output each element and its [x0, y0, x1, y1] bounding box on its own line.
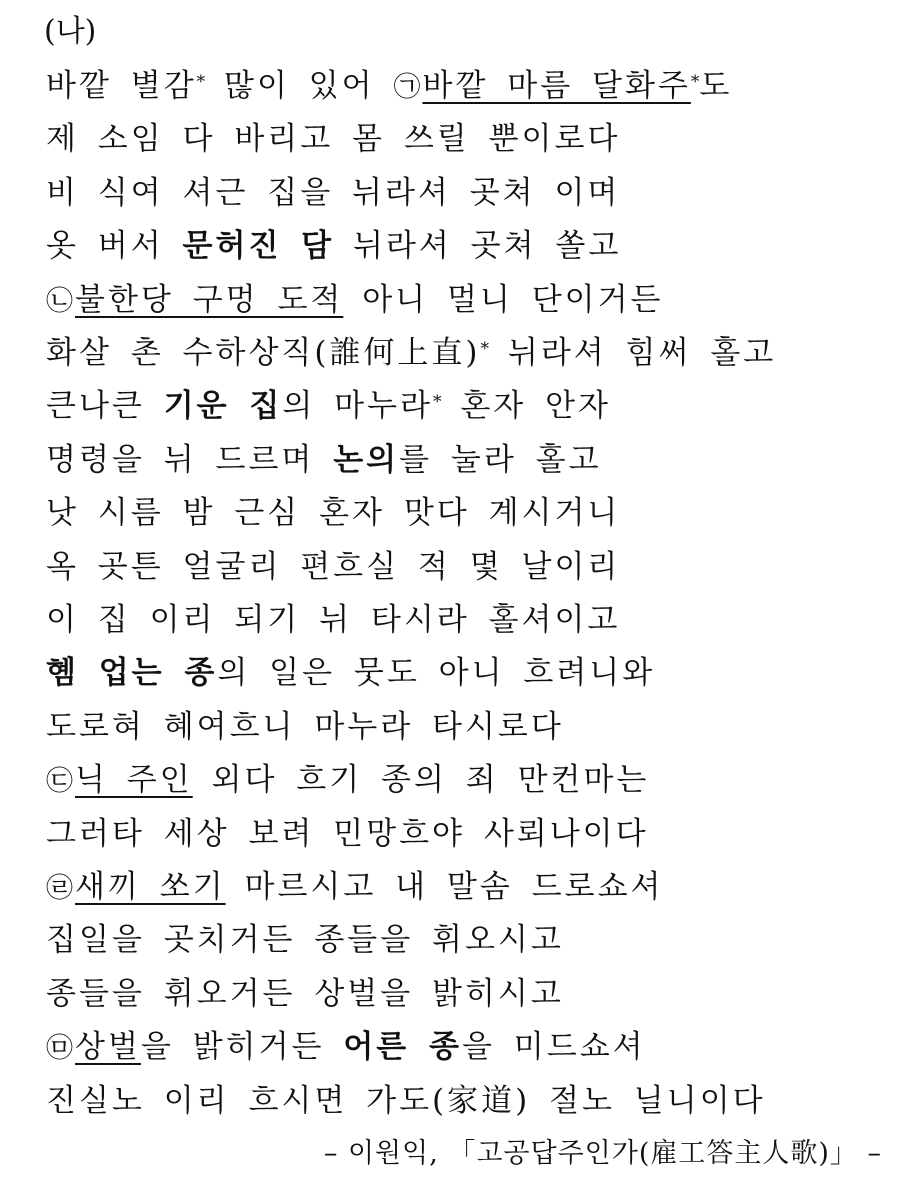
poem-line	[46, 760, 649, 802]
verse-text: 명령을 뉘 드르며	[46, 442, 334, 478]
poem-line	[46, 653, 655, 693]
verse-text: 큰나큰	[46, 388, 164, 424]
poem-line	[46, 867, 663, 909]
underlined-phrase: 상벌	[75, 1029, 141, 1065]
verse-text: 를 눌라 홀고	[399, 442, 602, 478]
circled-marker: ㉢	[46, 766, 73, 797]
bold-phrase: 어른 종	[343, 1029, 462, 1065]
underlined-phrase: 새끼 쏘기	[75, 869, 226, 905]
poem-line	[46, 226, 621, 266]
verse-text: 외다 흐기 종의 죄 만컨마는	[192, 762, 650, 798]
verse-text: 진실노 이리 흐시면 가도(家道) 절노 닐니이다	[46, 1083, 766, 1119]
verse-text: 도	[699, 68, 733, 104]
poem-line	[46, 386, 611, 426]
verse-text: 바깥 별감	[46, 68, 197, 104]
poem-line	[46, 493, 620, 533]
verse-text: 뉘라셔 힘써 홀고	[489, 335, 777, 371]
footnote-asterisk: *	[196, 72, 206, 92]
verse-text: 을 밝히거든	[140, 1029, 344, 1065]
poem-line	[46, 814, 649, 854]
poem-line	[46, 333, 776, 373]
circled-marker: ㉤	[46, 1033, 73, 1064]
underlined-phrase: 바깥 마름 달화주	[422, 68, 691, 104]
verse-text: 을 미드쇼셔	[462, 1029, 646, 1065]
poem-line	[46, 66, 732, 108]
bold-phrase: 문허진 담	[182, 228, 335, 264]
source-citation: – 이원익, 「고공답주인가(雇工答主人歌)」 –	[323, 1138, 882, 1169]
verse-text: 의 일은 뭇도 아니 흐려니와	[217, 655, 656, 691]
verse-text: 옷 버서	[46, 228, 183, 264]
circled-marker: ㉡	[46, 286, 73, 317]
verse-text: 혼자 안자	[441, 388, 611, 424]
poem-line	[46, 119, 620, 159]
verse-text: 많이 있어	[205, 68, 394, 104]
circled-marker: ㉣	[46, 873, 73, 904]
poem-line	[46, 600, 620, 640]
underlined-phrase: 닉 주인	[75, 762, 193, 798]
verse-text: 화살 촌 수하상직(誰何上直)	[46, 335, 481, 371]
bold-phrase: 논의	[333, 442, 400, 478]
verse-text: 그러타 세상 보려 민망흐야 사뢰나이다	[46, 816, 649, 852]
verse-text: 제 소임 다 바리고 몸 쓰릴 뿐이로다	[46, 121, 621, 157]
verse-text: 도로혀 혜여흐니 마누라 타시로다	[46, 709, 564, 745]
bold-phrase: 혬 업는 종	[46, 655, 218, 691]
footnote-asterisk: *	[480, 339, 490, 359]
poem-line	[46, 173, 620, 213]
verse-text: 옥 곳튼 얼굴리 편흐실 적 몇 날이리	[46, 549, 621, 585]
verse-text: 아니 멀니 단이거든	[343, 282, 664, 318]
section-label: (나)	[44, 14, 97, 49]
poem-line	[46, 280, 663, 322]
poem-line	[46, 440, 602, 480]
verse-text: 의 마누라	[282, 388, 433, 424]
footnote-asterisk: *	[690, 72, 700, 92]
verse-text: 비 식여 셔근 집을 뉘라셔 곳쳐 이며	[46, 175, 621, 211]
verse-text: 마르시고 내 말솜 드로쇼셔	[225, 869, 664, 905]
poem-line	[46, 1081, 766, 1121]
verse-text: 종들을 휘오거든 상벌을 밝히시고	[46, 976, 564, 1012]
verse-text: 낫 시름 밤 근심 혼자 맛다 계시거니	[46, 495, 621, 531]
poem-line	[46, 920, 564, 960]
verse-text: 이 집 이리 되기 뉘 타시라 홀셔이고	[46, 602, 621, 638]
circled-marker: ㉠	[393, 72, 421, 103]
poem-line	[46, 707, 564, 747]
poem-line	[46, 1027, 646, 1069]
underlined-phrase: 불한당 구멍 도적	[75, 282, 344, 318]
poem-line	[46, 547, 620, 587]
verse-text: 집일을 곳치거든 종들을 휘오시고	[46, 922, 564, 958]
verse-text: 뉘라셔 곳쳐 쏠고	[334, 228, 622, 264]
footnote-asterisk: *	[432, 392, 442, 412]
bold-phrase: 기운 집	[163, 388, 283, 424]
poem-line	[46, 974, 564, 1014]
